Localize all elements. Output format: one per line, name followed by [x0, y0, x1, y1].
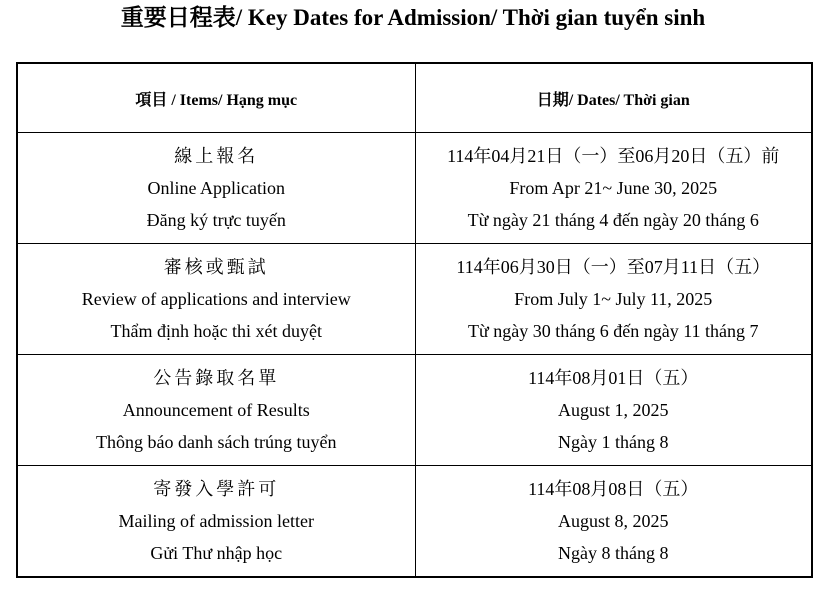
table-row: [17, 244, 812, 355]
item-english: Online Application: [147, 178, 285, 198]
date-vietnamese: Từ ngày 30 tháng 6 đến ngày 11 tháng 7: [467, 321, 759, 341]
date-cell: [415, 133, 812, 244]
date-english: August 8, 2025: [557, 511, 669, 531]
item-english: Review of applications and interview: [81, 289, 351, 309]
date-cell: [415, 355, 812, 466]
date-cell: [415, 244, 812, 355]
date-chinese: 114年04月21日（一）至06月20日（五）前: [447, 146, 780, 166]
date-chinese: 114年08月08日（五）: [528, 479, 699, 499]
item-english: Announcement of Results: [122, 400, 310, 420]
key-dates-table: [16, 62, 813, 578]
item-chinese: 線上報名: [174, 146, 259, 166]
item-vietnamese: Đăng ký trực tuyến: [146, 210, 286, 230]
item-chinese: 寄發入學許可: [153, 479, 280, 499]
item-cell: [17, 466, 415, 578]
item-vietnamese: Thẩm định hoặc thi xét duyệt: [110, 321, 322, 341]
date-vietnamese: Ngày 8 tháng 8: [558, 543, 669, 563]
item-vietnamese: Thông báo danh sách trúng tuyển: [96, 432, 337, 452]
table-header-row: [17, 63, 812, 133]
item-chinese: 公告錄取名單: [153, 368, 280, 388]
item-chinese: 審核或甄試: [163, 257, 269, 277]
item-vietnamese: Gửi Thư nhập học: [150, 543, 283, 563]
item-cell: [17, 133, 415, 244]
date-english: From Apr 21~ June 30, 2025: [509, 178, 718, 198]
table-row: [17, 466, 812, 578]
date-english: August 1, 2025: [557, 400, 669, 420]
dates-column-header: 日期/ Dates/ Thời gian: [415, 63, 812, 133]
date-vietnamese: Từ ngày 21 tháng 4 đến ngày 20 tháng 6: [467, 210, 759, 230]
item-cell: [17, 244, 415, 355]
item-cell: [17, 355, 415, 466]
items-column-header: 項目 / Items/ Hạng mục: [17, 63, 415, 133]
table-row: [17, 133, 812, 244]
date-chinese: 114年08月01日（五）: [528, 368, 699, 388]
page-title: 重要日程表/ Key Dates for Admission/ Thời gian tuyển sinh: [120, 5, 706, 30]
table-row: [17, 355, 812, 466]
date-vietnamese: Ngày 1 tháng 8: [558, 432, 669, 452]
item-english: Mailing of admission letter: [118, 511, 314, 531]
date-cell: [415, 466, 812, 578]
date-chinese: 114年06月30日（一）至07月11日（五）: [456, 257, 771, 277]
date-english: From July 1~ July 11, 2025: [514, 289, 713, 309]
